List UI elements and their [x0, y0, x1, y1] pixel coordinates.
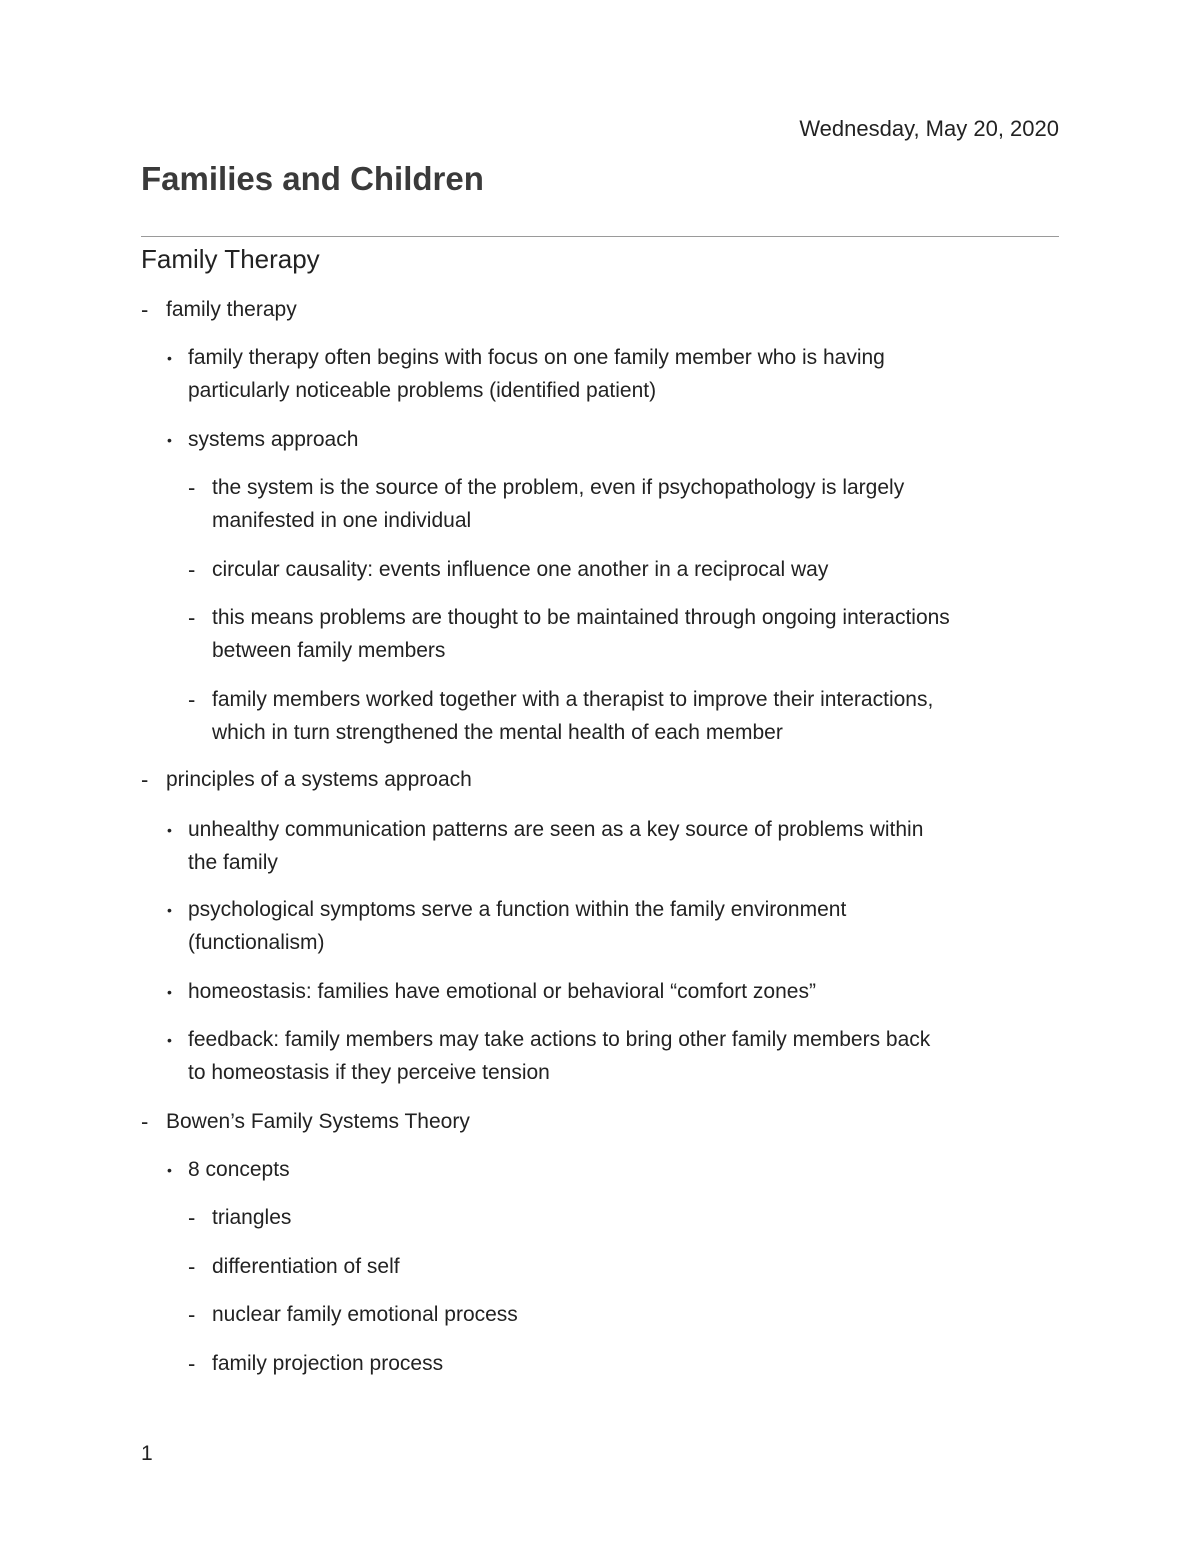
outline-item: the system is the source of the problem, even if psychopathology is largely [212, 476, 905, 499]
outline-item-continuation: (functionalism) [188, 931, 325, 954]
outline-item: unhealthy communication patterns are seen as a key source of problems within [188, 818, 924, 841]
outline-item-continuation: which in turn strengthened the mental health of each member [212, 721, 783, 744]
dash-bullet: - [188, 1205, 196, 1230]
page-title: Families and Children [141, 160, 484, 197]
dash-bullet: - [141, 1109, 149, 1134]
outline-item: family therapy [166, 298, 297, 321]
outline-item: family therapy often begins with focus on one family member who is having [188, 346, 885, 369]
dash-bullet: - [141, 297, 149, 322]
outline-item: family projection process [212, 1352, 444, 1375]
outline-item: family members worked together with a therapist to improve their interactions, [212, 688, 934, 711]
section-heading: Family Therapy [141, 244, 320, 274]
outline-item: feedback: family members may take actions to bring other family members back [188, 1028, 931, 1051]
dot-bullet: • [167, 350, 172, 366]
outline-item: principles of a systems approach [166, 768, 472, 791]
outline-item: triangles [212, 1206, 292, 1229]
dot-bullet: • [167, 984, 172, 1000]
outline-item: nuclear family emotional process [212, 1303, 518, 1326]
outline-item-continuation: the family [188, 851, 278, 874]
dot-bullet: • [167, 902, 172, 918]
dash-bullet: - [188, 687, 196, 712]
outline-item: psychological symptoms serve a function within the family environment [188, 898, 847, 921]
dash-bullet: - [188, 605, 196, 630]
title-divider [141, 236, 1059, 237]
dash-bullet: - [188, 1254, 196, 1279]
outline-item-continuation: manifested in one individual [212, 509, 472, 532]
dash-bullet: - [188, 475, 196, 500]
dot-bullet: • [167, 1032, 172, 1048]
outline-item: circular causality: events influence one another in a reciprocal way [212, 558, 829, 581]
outline-item: homeostasis: families have emotional or behavioral “comfort zones” [188, 980, 816, 1003]
dot-bullet: • [167, 822, 172, 838]
outline-item: this means problems are thought to be maintained through ongoing interactions [212, 606, 950, 629]
outline-item: 8 concepts [188, 1158, 290, 1181]
outline-item: Bowen’s Family Systems Theory [166, 1110, 470, 1133]
outline-item-continuation: between family members [212, 639, 446, 662]
outline-item: differentiation of self [212, 1255, 400, 1278]
dash-bullet: - [188, 557, 196, 582]
page-number: 1 [141, 1442, 153, 1465]
dash-bullet: - [141, 767, 149, 792]
outline-item-continuation: to homeostasis if they perceive tension [188, 1061, 550, 1084]
dash-bullet: - [188, 1302, 196, 1327]
outline-item: systems approach [188, 428, 359, 451]
dash-bullet: - [188, 1351, 196, 1376]
outline-item-continuation: particularly noticeable problems (identified patient) [188, 379, 657, 402]
note-date: Wednesday, May 20, 2020 [799, 116, 1059, 141]
dot-bullet: • [167, 1162, 172, 1178]
dot-bullet: • [167, 432, 172, 448]
